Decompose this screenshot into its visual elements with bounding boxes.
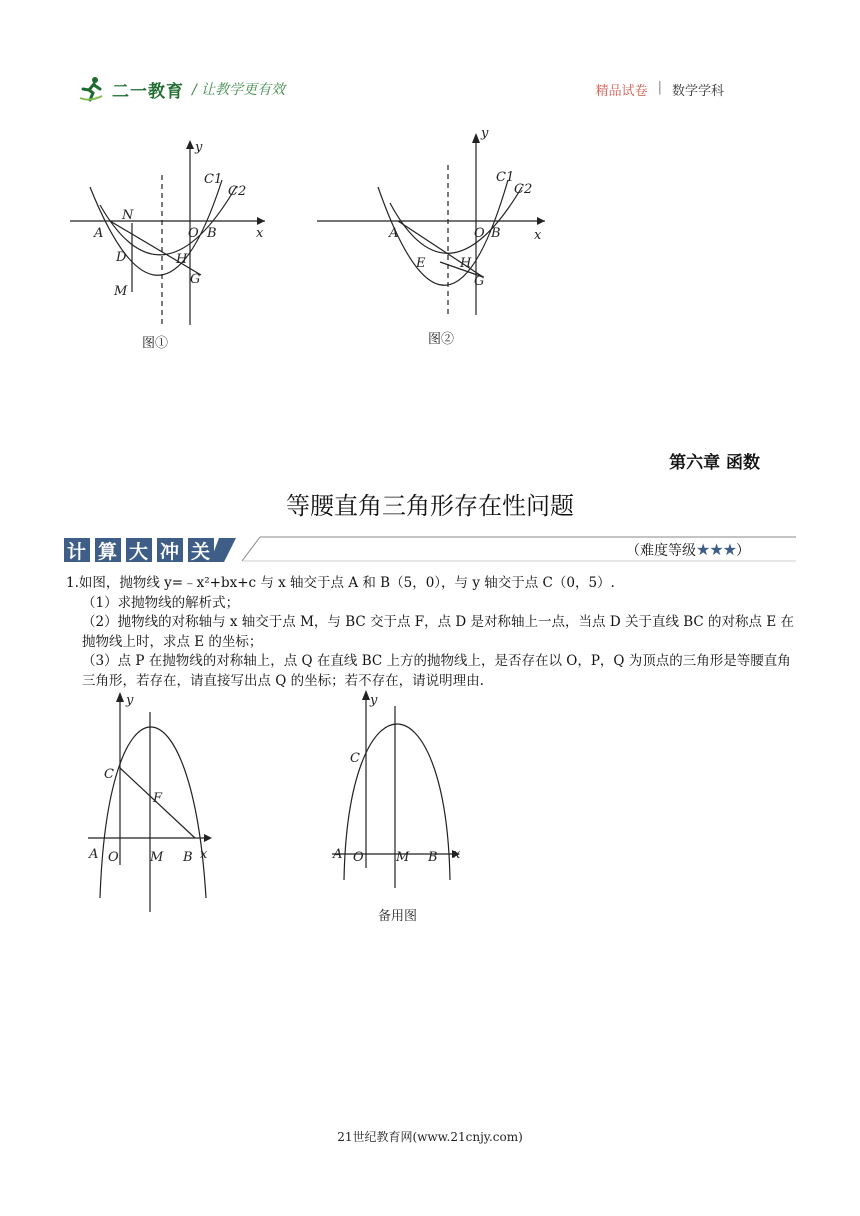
fig2-label-e: E — [416, 256, 426, 271]
question-1: （1）求抛物线的解析式； — [82, 594, 240, 611]
top-figures — [60, 126, 580, 355]
fig2-label-b: B — [491, 226, 501, 241]
header-subject: 数学学科 — [671, 84, 724, 99]
difficulty-close: ） — [736, 543, 751, 559]
header-right — [596, 80, 724, 99]
figure-2 — [317, 133, 545, 315]
difficulty-text: （难度等级 — [626, 543, 696, 559]
page-title: 等腰直角三角形存在性问题 — [286, 492, 574, 520]
brand-name: 二一教育 — [112, 81, 184, 102]
brand-logo — [80, 74, 285, 104]
main-label-y: y — [126, 693, 134, 708]
header-right-label: 精品试卷 — [595, 84, 648, 99]
main-label-x: x — [200, 847, 208, 862]
fig1-label-d: D — [116, 250, 127, 265]
fig1-label-n: N — [122, 208, 134, 223]
spare-label-c: C — [350, 751, 360, 766]
fig2-label-a: A — [389, 226, 399, 241]
runner-icon — [80, 76, 104, 102]
spare-caption: 备用图 — [378, 909, 418, 924]
fig1-label-y: y — [195, 140, 203, 155]
parabola — [100, 727, 206, 898]
fig1-label-a: A — [94, 226, 104, 241]
footer-source: 21世纪教育网(www.21cnjy.com) — [337, 1130, 523, 1144]
question-3: （3）点 P 在抛物线的对称轴上，点 Q 在直线 BC 上方的抛物线上，是否存在以 O，P，Q 为顶点的三角形是等腰直角三角形，若存在，请直接写出点 Q 的坐标；若不存在，请说明理由. — [82, 653, 791, 689]
spare-label-y: y — [370, 693, 378, 708]
fig1-caption: 图① — [142, 336, 169, 351]
problem-stem: 1.如图，抛物线 y=﹣x²+bx+c 与 x 轴交于点 A 和 B（5，0），与 y 轴交于点 C（0，5）. — [66, 575, 615, 591]
banner-char-4: 冲 — [160, 541, 180, 563]
problem-text — [66, 574, 796, 691]
main-label-m: M — [150, 850, 164, 865]
spare-label-a: A — [333, 847, 343, 862]
banner-char-1: 计 — [67, 541, 87, 563]
spare-label-x: x — [453, 847, 461, 862]
difficulty-stars: ★★★ — [696, 540, 737, 559]
main-label-b: B — [183, 850, 193, 865]
fig2-label-c2: C2 — [514, 182, 533, 197]
main-label-c: C — [104, 767, 114, 782]
parabola-c2 — [390, 187, 522, 253]
fig2-label-x: x — [534, 228, 542, 243]
spare-label-m: M — [396, 850, 410, 865]
fig1-label-g: G — [190, 272, 201, 287]
fig2-label-g: G — [474, 274, 485, 289]
main-label-f: F — [153, 791, 163, 806]
brand-slogan: / 让教学更有效 — [192, 82, 286, 98]
fig1-label-c1: C1 — [204, 172, 223, 187]
difficulty-label — [626, 540, 750, 560]
spare-label-o: O — [353, 850, 364, 865]
fig1-label-h: H — [176, 252, 188, 267]
fig1-label-m: M — [114, 284, 128, 299]
question-2: （2）抛物线的对称轴与 x 轴交于点 M，与 BC 交于点 F，点 D 是对称轴上一点，当点 D 关于直线 BC 的对称点 E 在抛物线上时，求点 E 的坐标； — [82, 614, 794, 650]
fig1-label-c2: C2 — [228, 184, 247, 199]
chapter-label: 第六章 函数 — [669, 453, 760, 473]
banner-char-5: 关 — [191, 541, 211, 563]
fig2-caption: 图② — [428, 332, 455, 347]
fig2-label-c1: C1 — [496, 170, 515, 185]
fig1-label-x: x — [256, 226, 264, 241]
bottom-figures — [80, 690, 480, 930]
header-separator: | — [657, 80, 662, 95]
fig2-label-y: y — [481, 126, 489, 141]
main-label-o: O — [108, 850, 119, 865]
main-label-a: A — [89, 847, 99, 862]
banner-char-2: 算 — [98, 541, 118, 563]
fig1-label-b: B — [207, 226, 217, 241]
main-figure — [88, 692, 212, 912]
fig1-label-o: O — [188, 226, 199, 241]
spare-label-b: B — [428, 850, 438, 865]
banner-char-3: 大 — [129, 541, 149, 563]
fig2-label-h: H — [460, 256, 472, 271]
fig2-label-o: O — [474, 226, 485, 241]
parabola-c1 — [90, 180, 222, 275]
